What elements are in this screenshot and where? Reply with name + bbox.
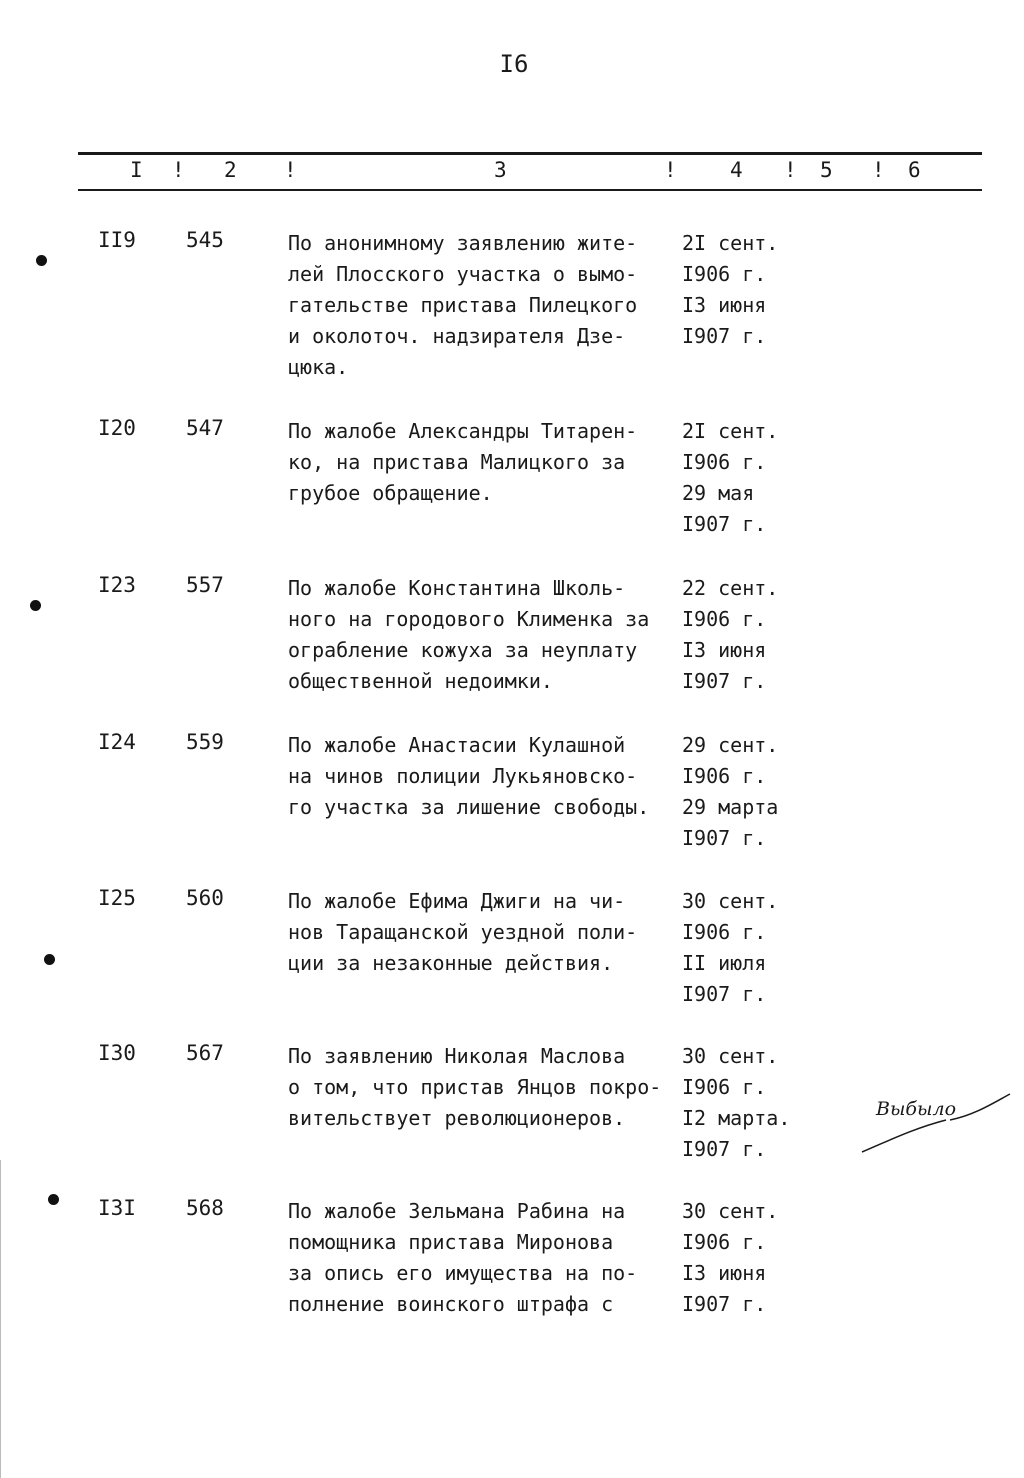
- case-dates: 29 сент. I906 г. 29 марта I907 г.: [682, 733, 779, 850]
- header-col-2: 2: [224, 158, 237, 182]
- case-number: 568: [186, 1196, 224, 1220]
- case-number: 547: [186, 416, 224, 440]
- row-number: II9: [98, 228, 136, 252]
- case-description: По жалобе Зельмана Рабина на помощника пристава Миронова за опись его имущества на по- полнение воинского штрафа с: [288, 1199, 638, 1316]
- header-separator: !: [784, 158, 797, 182]
- case-number: 557: [186, 573, 224, 597]
- margin-note-stroke: [860, 1080, 1020, 1160]
- header-col-5: 5: [820, 158, 833, 182]
- case-description: По жалобе Александры Титарен- ко, на пристава Малицкого за грубое обращение.: [288, 419, 638, 505]
- header-separator: !: [872, 158, 885, 182]
- table-header: [78, 158, 982, 186]
- page-number: I6: [499, 50, 529, 78]
- header-separator: !: [664, 158, 677, 182]
- header-col-1: I: [130, 158, 143, 182]
- table-header-rule: [78, 189, 982, 191]
- header-col-3: 3: [494, 158, 507, 182]
- case-number: 567: [186, 1041, 224, 1065]
- header-col-6: 6: [908, 158, 921, 182]
- table-top-rule: [78, 152, 982, 155]
- punch-hole-mark: [30, 600, 41, 611]
- case-dates: 30 сент. I906 г. I2 марта. I907 г.: [682, 1044, 791, 1161]
- scan-edge: [0, 1160, 1, 1478]
- case-description: По жалобе Константина Школь- ного на городового Клименка за ограбление кожуха за неуплату общественной недоимки.: [288, 576, 650, 693]
- punch-hole-mark: [36, 255, 47, 266]
- case-dates: 30 сент. I906 г. I3 июня I907 г.: [682, 1199, 779, 1316]
- case-description: По заявлению Николая Маслова о том, что пристав Янцов покро- вительствует революционеров.: [288, 1044, 662, 1130]
- case-number: 559: [186, 730, 224, 754]
- row-number: I3I: [98, 1196, 136, 1220]
- header-col-4: 4: [730, 158, 743, 182]
- header-separator: !: [284, 158, 297, 182]
- case-dates: 22 сент. I906 г. I3 июня I907 г.: [682, 576, 779, 693]
- case-description: По жалобе Анастасии Кулашной на чинов полиции Лукьяновско- го участка за лишение свободы.: [288, 733, 650, 819]
- punch-hole-mark: [44, 954, 55, 965]
- row-number: I20: [98, 416, 136, 440]
- case-dates: 2I сент. I906 г. 29 мая I907 г.: [682, 419, 779, 536]
- header-separator: !: [172, 158, 185, 182]
- row-number: I23: [98, 573, 136, 597]
- case-dates: 2I сент. I906 г. I3 июня I907 г.: [682, 231, 779, 348]
- punch-hole-mark: [48, 1194, 59, 1205]
- row-number: I25: [98, 886, 136, 910]
- case-number: 560: [186, 886, 224, 910]
- row-number: I30: [98, 1041, 136, 1065]
- case-description: По анонимному заявлению жите- лей Плосского участка о вымо- гательстве пристава Пилецкого и околоточ. надзирателя Дзе- цюка.: [288, 231, 638, 379]
- row-number: I24: [98, 730, 136, 754]
- case-description: По жалобе Ефима Джиги на чи- нов Таращанской уездной поли- ции за незаконные действия.: [288, 889, 638, 975]
- case-number: 545: [186, 228, 224, 252]
- margin-note: Выбыло: [876, 1098, 957, 1120]
- case-dates: 30 сент. I906 г. II июля I907 г.: [682, 889, 779, 1006]
